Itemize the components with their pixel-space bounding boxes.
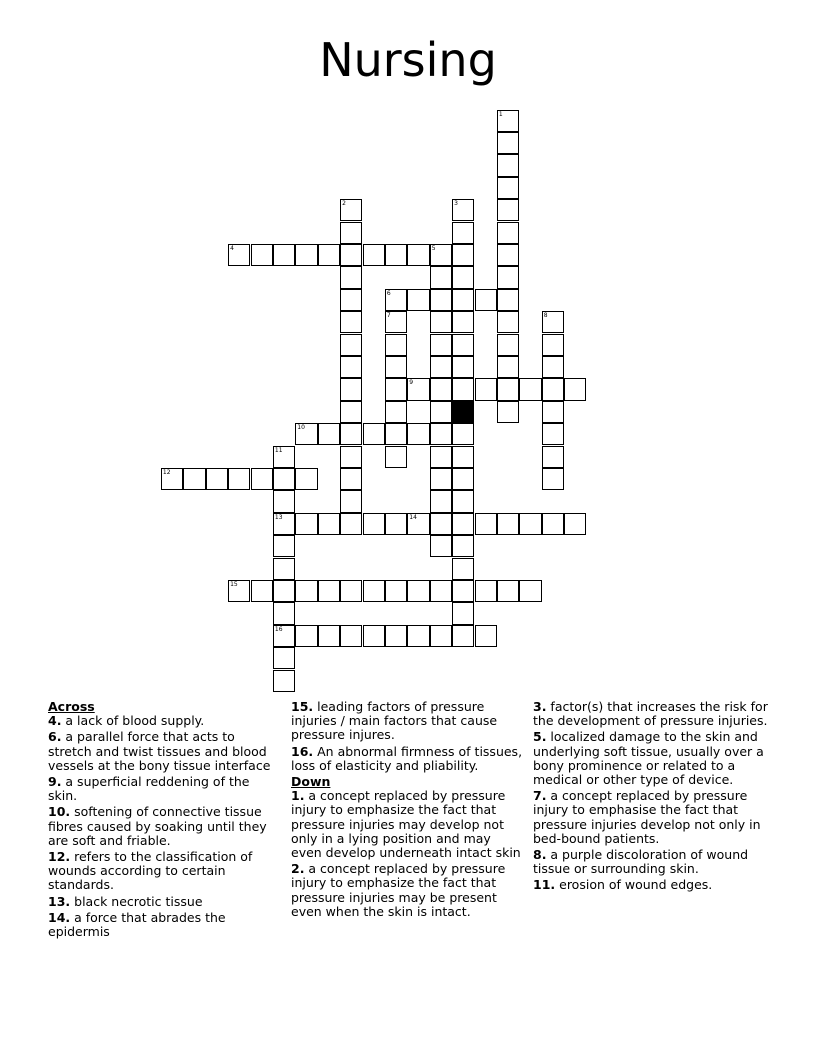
grid-cell[interactable] xyxy=(273,670,295,692)
grid-cell[interactable] xyxy=(542,446,564,468)
clue-item xyxy=(48,850,276,893)
grid-cell[interactable] xyxy=(452,468,474,490)
grid-cell[interactable] xyxy=(430,513,452,535)
grid-cell[interactable] xyxy=(430,625,452,647)
grid-cell[interactable] xyxy=(497,334,519,356)
clue-item xyxy=(533,789,769,846)
grid-cell[interactable] xyxy=(273,558,295,580)
clue-number: 10 xyxy=(297,424,305,432)
grid-cell[interactable] xyxy=(318,513,340,535)
clue-item-text: a purple discoloration of wound tissue or surrounding skin. xyxy=(533,847,749,877)
grid-cell[interactable] xyxy=(318,423,340,445)
clue-item-number: 16. xyxy=(291,743,314,759)
grid-cell[interactable] xyxy=(542,356,564,378)
clue-item-text: a lack of blood supply. xyxy=(61,713,205,729)
grid-cell[interactable] xyxy=(542,334,564,356)
grid-cell[interactable] xyxy=(475,289,497,311)
grid-cell[interactable] xyxy=(430,378,452,400)
grid-cell[interactable] xyxy=(452,378,474,400)
grid-cell[interactable] xyxy=(452,602,474,624)
grid-cell[interactable] xyxy=(430,401,452,423)
clue-item-text: a concept replaced by pressure injury to emphasise the fact that pressure injuries develop not only in bed-bound patients. xyxy=(533,788,761,846)
clue-item xyxy=(533,730,769,787)
grid-cell[interactable] xyxy=(295,244,317,266)
clue-number: 3 xyxy=(454,200,458,208)
grid-cell[interactable] xyxy=(295,580,317,602)
clue-number: 4 xyxy=(230,244,234,252)
grid-cell[interactable] xyxy=(385,244,407,266)
grid-cell[interactable] xyxy=(385,401,407,423)
clue-item-text: erosion of wound edges. xyxy=(555,877,713,893)
down-header: Down xyxy=(291,774,331,790)
grid-cell[interactable] xyxy=(318,625,340,647)
grid-cell[interactable] xyxy=(452,490,474,512)
clue-item xyxy=(48,911,276,939)
grid-cell[interactable] xyxy=(385,378,407,400)
grid-cell[interactable] xyxy=(430,423,452,445)
clue-item-text: a superficial reddening of the skin. xyxy=(48,774,250,804)
grid-cell[interactable] xyxy=(318,580,340,602)
grid-cell[interactable] xyxy=(497,356,519,378)
grid-cell[interactable] xyxy=(340,266,362,288)
grid-cell[interactable] xyxy=(452,625,474,647)
clue-item-number: 10. xyxy=(48,804,71,820)
grid-cell[interactable] xyxy=(340,311,362,333)
clue-column-3 xyxy=(533,700,769,895)
clue-item xyxy=(291,700,525,743)
clue-number: 7 xyxy=(386,312,391,320)
grid-cell[interactable] xyxy=(497,580,519,602)
grid-cell[interactable] xyxy=(407,244,429,266)
clue-item xyxy=(291,745,525,773)
grid-cell[interactable] xyxy=(519,513,541,535)
grid-cell[interactable] xyxy=(452,446,474,468)
clue-item-number: 12. xyxy=(48,849,71,865)
grid-cell[interactable] xyxy=(452,423,474,445)
clue-item-number: 1. xyxy=(291,788,305,804)
grid-cell[interactable] xyxy=(475,378,497,400)
grid-cell[interactable] xyxy=(497,222,519,244)
grid-cell[interactable] xyxy=(564,513,586,535)
clue-item xyxy=(291,789,525,860)
grid-cell[interactable] xyxy=(430,244,452,266)
clue-item xyxy=(48,714,276,728)
grid-cell[interactable] xyxy=(318,244,340,266)
grid-cell[interactable] xyxy=(430,535,452,557)
clue-item-number: 4. xyxy=(48,713,62,729)
clue-item-number: 5. xyxy=(533,729,547,745)
grid-cell[interactable] xyxy=(183,468,205,490)
grid-cell[interactable] xyxy=(497,311,519,333)
clue-number: 2 xyxy=(342,200,346,208)
grid-cell[interactable] xyxy=(385,513,407,535)
grid-cell[interactable] xyxy=(251,468,273,490)
grid-cell[interactable] xyxy=(430,468,452,490)
clue-item xyxy=(533,700,769,728)
grid-cell[interactable] xyxy=(452,244,474,266)
grid-cell[interactable] xyxy=(407,378,429,400)
grid-cell[interactable] xyxy=(273,625,295,647)
clue-item-number: 11. xyxy=(533,877,556,893)
clue-item xyxy=(533,848,769,876)
grid-cell[interactable] xyxy=(385,580,407,602)
grid-cell[interactable] xyxy=(273,490,295,512)
grid-cell[interactable] xyxy=(452,222,474,244)
clue-item-text: localized damage to the skin and underlying soft tissue, usually over a bony prominence or related to a medical or other type of device. xyxy=(533,729,764,788)
clue-number: 12 xyxy=(162,468,171,476)
grid-cell[interactable] xyxy=(407,289,429,311)
grid-cell[interactable] xyxy=(228,580,250,602)
grid-cell[interactable] xyxy=(385,625,407,647)
grid-cell[interactable] xyxy=(497,110,519,132)
clue-number: 14 xyxy=(409,513,417,521)
clue-item xyxy=(48,895,276,909)
grid-cell[interactable] xyxy=(452,199,474,221)
clue-item xyxy=(48,805,276,848)
grid-cell[interactable] xyxy=(542,401,564,423)
grid-cell[interactable] xyxy=(340,513,362,535)
grid-cell[interactable] xyxy=(452,580,474,602)
grid-cell[interactable] xyxy=(273,535,295,557)
clue-item-number: 13. xyxy=(48,893,71,909)
clue-item-text: black necrotic tissue xyxy=(70,893,203,909)
grid-cell[interactable] xyxy=(340,580,362,602)
grid-cell[interactable] xyxy=(452,356,474,378)
grid-cell[interactable] xyxy=(385,356,407,378)
grid-cell[interactable] xyxy=(452,266,474,288)
grid-cell[interactable] xyxy=(273,244,295,266)
grid-cell[interactable] xyxy=(430,289,452,311)
grid-cell[interactable] xyxy=(430,311,452,333)
clue-item-number: 6. xyxy=(48,729,62,745)
grid-cell[interactable] xyxy=(340,423,362,445)
grid-cell[interactable] xyxy=(385,334,407,356)
grid-cell[interactable] xyxy=(407,513,429,535)
clue-item-number: 15. xyxy=(291,699,314,714)
grid-cell[interactable] xyxy=(363,244,385,266)
grid-cell[interactable] xyxy=(564,378,586,400)
clue-item-text: a concept replaced by pressure injury to emphasize the fact that pressure injuries may develop not only in a lying position and may even develop underneath intact skin xyxy=(291,788,521,861)
grid-cell[interactable] xyxy=(340,490,362,512)
grid-cell[interactable] xyxy=(340,356,362,378)
grid-cell[interactable] xyxy=(452,334,474,356)
clue-item-text: factor(s) that increases the risk for the development of pressure injuries. xyxy=(533,699,768,729)
clue-item-number: 9. xyxy=(48,774,62,790)
grid-cell[interactable] xyxy=(407,423,429,445)
clue-item-number: 8. xyxy=(533,847,547,863)
grid-cell[interactable] xyxy=(273,580,295,602)
grid-cell[interactable] xyxy=(452,311,474,333)
grid-cell[interactable] xyxy=(251,244,273,266)
clue-item xyxy=(48,730,276,773)
grid-cell[interactable] xyxy=(340,378,362,400)
clue-number: 16 xyxy=(274,625,283,633)
clue-column-1 xyxy=(48,700,276,941)
grid-cell[interactable] xyxy=(228,244,250,266)
grid-cell[interactable] xyxy=(340,289,362,311)
grid-cell[interactable] xyxy=(497,401,519,423)
clue-item xyxy=(291,862,525,919)
clue-item-text: An abnormal firmness of tissues, loss of elasticity and pliability. xyxy=(291,743,523,773)
grid-cell[interactable] xyxy=(497,177,519,199)
grid-cell[interactable] xyxy=(206,468,228,490)
grid-cell[interactable] xyxy=(385,289,407,311)
grid-cell[interactable] xyxy=(497,154,519,176)
grid-cell[interactable] xyxy=(519,580,541,602)
clue-item-text: softening of connective tissue fibres caused by soaking until they are soft and friable. xyxy=(48,804,267,848)
grid-cell[interactable] xyxy=(273,513,295,535)
grid-cell[interactable] xyxy=(497,132,519,154)
clue-item-number: 3. xyxy=(533,699,547,714)
grid-cell[interactable] xyxy=(273,647,295,669)
clue-item xyxy=(533,878,769,892)
clue-item-number: 2. xyxy=(291,861,305,877)
grid-cell[interactable] xyxy=(385,311,407,333)
clue-number: 15 xyxy=(230,580,238,588)
clue-item-text: a concept replaced by pressure injury to emphasize the fact that pressure injuries may be present even when the skin is intact. xyxy=(291,861,506,919)
clue-item-text: refers to the classification of wounds according to certain standards. xyxy=(48,849,253,893)
grid-cell[interactable] xyxy=(363,423,385,445)
clue-number: 8 xyxy=(543,312,548,320)
grid-block-cell xyxy=(452,401,474,423)
clue-item-text: a parallel force that acts to stretch and twist tissues and blood vessels at the bony tissue interface xyxy=(48,729,271,773)
clue-number: 1 xyxy=(498,110,503,118)
grid-cell[interactable] xyxy=(161,468,183,490)
grid-cell[interactable] xyxy=(363,513,385,535)
grid-cell[interactable] xyxy=(430,334,452,356)
grid-cell[interactable] xyxy=(340,625,362,647)
grid-cell[interactable] xyxy=(251,580,273,602)
grid-cell[interactable] xyxy=(363,625,385,647)
grid-cell[interactable] xyxy=(542,378,564,400)
grid-cell[interactable] xyxy=(295,468,317,490)
grid-cell[interactable] xyxy=(385,446,407,468)
across-header: Across xyxy=(48,699,95,714)
clue-number: 9 xyxy=(409,379,414,387)
clue-item-number: 7. xyxy=(533,788,547,804)
grid-cell[interactable] xyxy=(475,625,497,647)
grid-cell[interactable] xyxy=(273,468,295,490)
grid-cell[interactable] xyxy=(430,490,452,512)
grid-cell[interactable] xyxy=(295,625,317,647)
grid-cell[interactable] xyxy=(542,423,564,445)
clue-number: 6 xyxy=(386,289,391,297)
clue-number: 5 xyxy=(431,244,436,252)
grid-cell[interactable] xyxy=(407,580,429,602)
grid-cell[interactable] xyxy=(497,199,519,221)
grid-cell[interactable] xyxy=(497,244,519,266)
grid-cell[interactable] xyxy=(430,356,452,378)
grid-cell[interactable] xyxy=(497,378,519,400)
grid-cell[interactable] xyxy=(497,289,519,311)
grid-cell[interactable] xyxy=(340,334,362,356)
grid-cell[interactable] xyxy=(385,423,407,445)
grid-cell[interactable] xyxy=(475,580,497,602)
grid-cell[interactable] xyxy=(340,468,362,490)
clue-item-text: leading factors of pressure injuries / main factors that cause pressure injures. xyxy=(291,699,498,743)
grid-cell[interactable] xyxy=(430,266,452,288)
clue-number: 11 xyxy=(274,446,283,454)
grid-cell[interactable] xyxy=(452,513,474,535)
grid-cell[interactable] xyxy=(430,446,452,468)
clue-item-number: 14. xyxy=(48,909,71,925)
clue-item xyxy=(48,775,276,803)
grid-cell[interactable] xyxy=(363,580,385,602)
grid-cell[interactable] xyxy=(542,311,564,333)
grid-cell[interactable] xyxy=(430,580,452,602)
grid-cell[interactable] xyxy=(497,266,519,288)
grid-cell[interactable] xyxy=(497,513,519,535)
grid-cell[interactable] xyxy=(452,535,474,557)
grid-cell[interactable] xyxy=(519,378,541,400)
clue-number: 13 xyxy=(274,513,283,521)
grid-cell[interactable] xyxy=(340,199,362,221)
clue-column-2 xyxy=(291,700,525,921)
page-title: Nursing xyxy=(319,33,497,87)
grid-cell[interactable] xyxy=(295,513,317,535)
grid-cell[interactable] xyxy=(452,289,474,311)
grid-cell[interactable] xyxy=(452,558,474,580)
grid-cell[interactable] xyxy=(340,222,362,244)
grid-cell[interactable] xyxy=(407,625,429,647)
grid-cell[interactable] xyxy=(542,468,564,490)
grid-cell[interactable] xyxy=(295,423,317,445)
grid-cell[interactable] xyxy=(340,446,362,468)
grid-cell[interactable] xyxy=(475,513,497,535)
grid-cell[interactable] xyxy=(542,513,564,535)
grid-cell[interactable] xyxy=(273,602,295,624)
grid-cell[interactable] xyxy=(340,401,362,423)
grid-cell[interactable] xyxy=(340,244,362,266)
clue-item-text: a force that abrades the epidermis xyxy=(48,909,226,940)
grid-cell[interactable] xyxy=(273,446,295,468)
grid-cell[interactable] xyxy=(228,468,250,490)
